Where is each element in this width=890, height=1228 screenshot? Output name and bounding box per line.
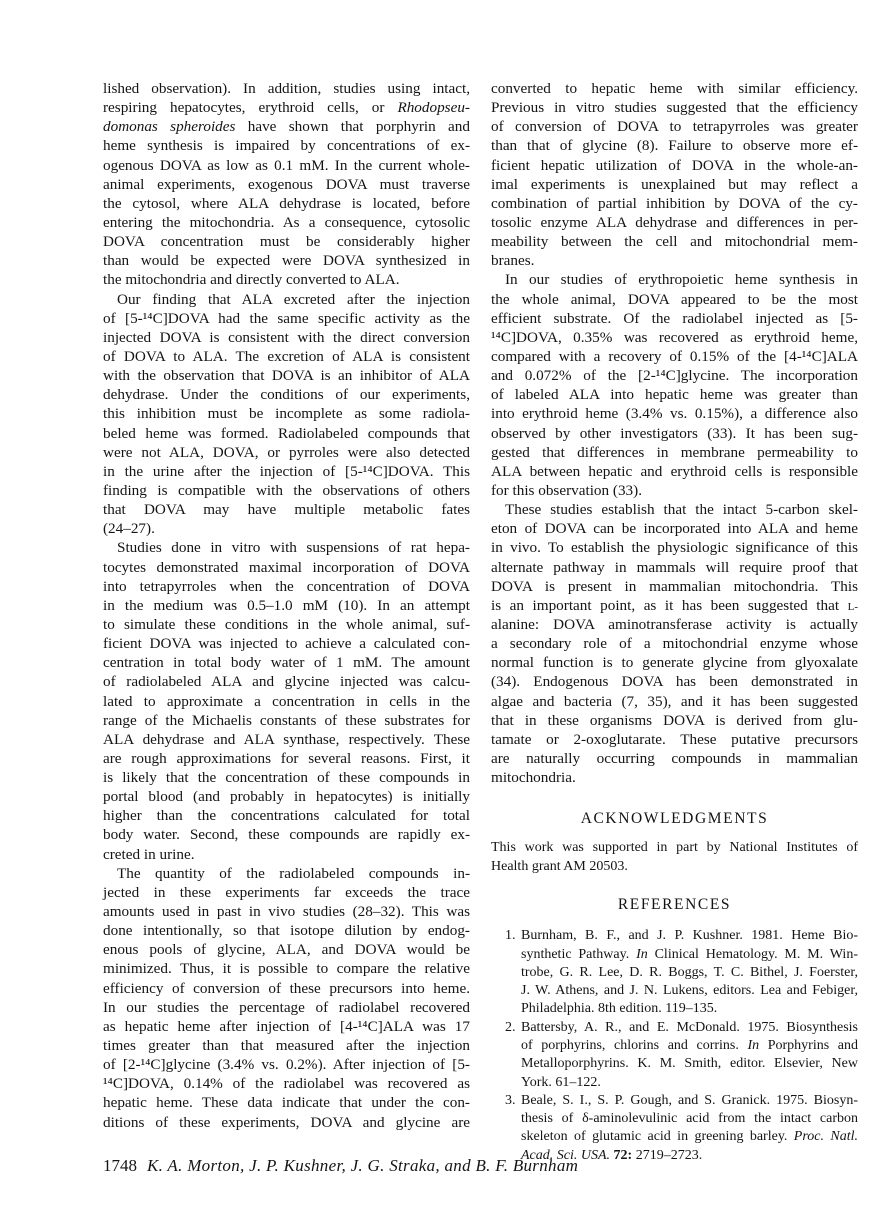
text-line: creted in urine. <box>103 845 195 863</box>
text-line: algae and bacteria (7, 35), and it has been suggested <box>491 692 858 710</box>
text-line: heme synthesis is impaired by concentrations of ex- <box>103 137 470 155</box>
right-body-text <box>491 79 858 787</box>
text-run: skeleton of glutamic acid in greening barley. <box>521 1129 794 1145</box>
paragraph <box>103 538 470 863</box>
text-line: ALA between hepatic and erythroid cells is responsible <box>491 462 858 480</box>
text-line: Studies done in vitro with suspensions of rat hepa- <box>117 539 470 557</box>
reference-list <box>491 927 858 1165</box>
text-line: York. 61–122. <box>521 1074 601 1090</box>
text-line: as hepatic heme after injection of [4-¹⁴C]ALA was 17 <box>103 1017 470 1035</box>
reference-number: 1. <box>505 928 516 944</box>
text-line: of [5-¹⁴C]DOVA had the same specific activity as the <box>103 309 470 327</box>
text-line: hepatic heme. These data indicate that under the con- <box>103 1094 470 1112</box>
text-line: and 0.072% of the [2-¹⁴C]glycine. The incorporation <box>491 367 858 385</box>
text-line: Philadelphia. 8th edition. 119–135. <box>521 1001 718 1017</box>
text-line: imal experiments is unexplained but may reflect a <box>491 175 858 193</box>
text-line: meability between the cell and mitochondrial mem- <box>491 233 858 251</box>
text-line: ficient hepatic utilization of DOVA in the whole-an- <box>491 156 858 174</box>
text-line: Burnham, B. F., and J. P. Kushner. 1981. Heme Bio- <box>521 928 858 944</box>
text-line: finding is compatible with the observations of others <box>103 481 470 499</box>
text-line: Metalloporphyrins. K. M. Smith, editor. Elsevier, New <box>521 1056 858 1072</box>
small-caps-text: L- <box>847 600 858 613</box>
italic-text: domonas spheroides <box>103 118 236 136</box>
text-line: normal function is to generate glycine from glyoxalate <box>491 654 858 672</box>
text-line: J. W. Athens, and J. N. Lukens, editors. Lea and Febiger, <box>521 983 858 999</box>
reference-item <box>491 927 858 1018</box>
text-line: Health grant AM 20503. <box>491 859 628 875</box>
reference-number: 3. <box>505 1092 516 1108</box>
text-line: is likely that the concentration of these compounds in <box>103 769 470 787</box>
text-line: the cytosol, where ALA dehydrase is located, before <box>103 194 470 212</box>
text-line: range of the Michaelis constants of these substrates for <box>103 711 470 729</box>
bold-text: 72: <box>613 1147 633 1163</box>
text-line: dehydrase. Under the conditions of our experiments, <box>103 386 470 404</box>
text-line: This work was supported in part by National Institutes of <box>491 840 858 856</box>
text-line: centration in total body water of 1 mM. The amount <box>103 654 470 672</box>
text-line: into erythroid heme (3.4% vs. 0.15%), a difference also <box>491 405 858 423</box>
text-line: ditions of these experiments, DOVA and glycine are <box>103 1113 470 1131</box>
text-line: trobe, G. R. Lee, D. R. Boggs, T. C. Bithel, J. Foerster, <box>521 964 858 980</box>
text-line: in the medium was 0.5–1.0 mM (10). In an attempt <box>103 596 470 614</box>
paragraph <box>103 79 470 290</box>
text-line: with the observation that DOVA is an inhibitor of ALA <box>103 367 470 385</box>
text-line: converted to hepatic heme with similar efficiency. <box>491 80 858 97</box>
text-line: portal blood (and probably in hepatocytes) is initially <box>103 788 470 806</box>
italic-text: Acad. Sci. USA. <box>521 1147 611 1163</box>
reference-number: 2. <box>505 1019 516 1035</box>
text-line: efficient substrate. Of the radiolabel injected as [5- <box>491 309 858 327</box>
paragraph <box>103 290 470 539</box>
text-line: beled heme was formed. Radiolabeled compounds that <box>103 424 470 442</box>
text-line: this inhibition must be incomplete as some radiola- <box>103 405 470 423</box>
text-line: done intentionally, so that isotope dilution by endog- <box>103 922 470 940</box>
text-line: The quantity of the radiolabeled compounds in- <box>117 864 470 882</box>
text-run: 2719–2723. <box>632 1147 703 1163</box>
text-line <box>103 98 470 117</box>
text-line: in the urine after the injection of [5-¹⁴C]DOVA. This <box>103 462 470 480</box>
text-line: higher than the concentrations calculated for total <box>103 807 470 825</box>
acknowledgments-heading: ACKNOWLEDGMENTS <box>580 810 769 828</box>
text-line: ¹⁴C]DOVA, 0.14% of the radiolabel was recovered as <box>103 1075 470 1093</box>
text-line: These studies establish that the intact 5-carbon skel- <box>505 501 858 519</box>
text-line: are rough approximations for several reasons. First, it <box>103 749 470 767</box>
text-run: of porphyrins, chlorins and corrins. <box>521 1037 748 1053</box>
text-line: the whole animal, DOVA appeared to be the most <box>491 290 858 308</box>
text-run: synthetic Pathway. <box>521 946 637 962</box>
text-line: of conversion of DOVA to tetrapyrroles was greater <box>491 118 858 136</box>
text-line: ALA dehydrase and ALA synthase, respectively. These <box>103 730 470 748</box>
text-line: minimized. Thus, it is possible to compare the relative <box>103 960 470 978</box>
text-line: mitochondria. <box>491 769 576 787</box>
text-line: than would be expected were DOVA synthesized in <box>103 252 470 270</box>
text-line: that DOVA may have multiple metabolic fates <box>103 501 470 519</box>
text-line: thesis of δ-aminolevulinic acid from the intact carbon <box>521 1111 858 1127</box>
acknowledgments-text <box>491 838 858 876</box>
text-line: lated to approximate a concentration in cells in the <box>103 692 470 710</box>
text-line: In our studies of erythropoietic heme synthesis in <box>505 271 858 289</box>
text-line: tosolic enzyme ALA dehydrase and differences in per- <box>491 213 858 231</box>
paragraph <box>491 79 858 270</box>
text-line <box>491 596 858 615</box>
text-line: lished observation). In addition, studies using intact, <box>103 80 470 97</box>
paragraph <box>491 500 858 787</box>
page-footer <box>103 1155 578 1177</box>
paragraph <box>491 270 858 500</box>
text-line <box>521 1037 858 1055</box>
text-line: In our studies the percentage of radiolabel recovered <box>103 998 470 1016</box>
text-line: enous pools of glycine, ALA, and DOVA would be <box>103 941 470 959</box>
italic-text: Rhodopseu- <box>397 99 470 117</box>
text-line: eton of DOVA can be incorporated into ALA and heme <box>491 520 858 538</box>
text-line: are naturally occurring compounds in mammalian <box>491 749 858 767</box>
text-line: ¹⁴C]DOVA, 0.35% was recovered as erythroid heme, <box>491 328 858 346</box>
text-line: tamate or 2-oxoglutarate. These putative precursors <box>491 730 858 748</box>
italic-text: Proc. Natl. <box>793 1129 858 1145</box>
text-line <box>521 946 858 964</box>
text-run: Clinical Hematology. M. M. Win- <box>647 946 858 962</box>
text-line <box>103 117 470 136</box>
text-line: entering the mitochondria. As a consequence, cytosolic <box>103 213 470 231</box>
text-line: jected in these experiments far exceeds the trace <box>103 883 470 901</box>
text-line: tocytes demonstrated maximal incorporation of DOVA <box>103 558 470 576</box>
text-line: were not ALA, DOVA, or pyrroles were also detected <box>103 443 470 461</box>
paragraph <box>103 864 470 1132</box>
text-line: a secondary role of a mitochondrial enzyme whose <box>491 635 858 653</box>
text-line: Battersby, A. R., and E. McDonald. 1975. Biosynthesis <box>521 1019 858 1035</box>
italic-text: In <box>747 1037 760 1053</box>
text-line: (34). Endogenous DOVA has been demonstrated in <box>491 673 858 691</box>
text-line: compared with a recovery of 0.15% of the [4-¹⁴C]ALA <box>491 347 858 365</box>
text-line: efficiency of conversion of these precursors into heme. <box>103 979 470 997</box>
text-line: of radiolabeled ALA and glycine injected was calcu- <box>103 673 470 691</box>
text-line: Beale, S. I., S. P. Gough, and S. Granick. 1975. Biosyn- <box>521 1092 858 1108</box>
text-line <box>521 1128 858 1146</box>
text-run: is an important point, as it has been suggested that <box>491 596 848 614</box>
text-line: injected DOVA is consistent with the direct conversion <box>103 328 470 346</box>
text-line: branes. <box>491 252 535 270</box>
text-line: alternate pathway in mammals will require proof that <box>491 558 858 576</box>
left-column <box>103 79 470 1132</box>
text-line: times greater than that measured after the injection <box>103 1037 470 1055</box>
text-line: to simulate these conditions in the whole animal, suf- <box>103 615 470 633</box>
text-run: respiring hepatocytes, erythroid cells, or <box>103 99 398 117</box>
reference-item <box>491 1019 858 1092</box>
text-line: in vivo. To establish the physiologic significance of this <box>491 539 858 557</box>
text-line: than that of glycine (8). Failure to observe more ef- <box>491 137 858 155</box>
text-line: Previous in vitro studies suggested that the efficiency <box>491 99 858 117</box>
text-line: combination of partial inhibition by DOVA of the cy- <box>491 194 858 212</box>
text-line: DOVA concentration must be considerably higher <box>103 233 470 251</box>
running-footer-authors: K. A. Morton, J. P. Kushner, J. G. Straka, and B. F. Burnham <box>147 1156 579 1175</box>
page-number: 1748 <box>103 1156 137 1175</box>
references-heading: REFERENCES <box>617 896 732 914</box>
right-column <box>491 79 858 1165</box>
text-line: (24–27). <box>103 520 155 538</box>
text-line: body water. Second, these compounds are rapidly ex- <box>103 826 470 844</box>
text-line: observed by other investigators (33). It has been sug- <box>491 424 858 442</box>
text-line: animal experiments, exogenous DOVA must traverse <box>103 175 470 193</box>
text-line: alanine: DOVA aminotransferase activity is actually <box>491 615 858 633</box>
text-run: have shown that porphyrin and <box>235 118 470 136</box>
text-line: gested that differences in membrane permeability to <box>491 443 858 461</box>
text-line: that in these organisms DOVA is derived from glu- <box>491 711 858 729</box>
text-line: ficient DOVA was injected to achieve a calculated con- <box>103 635 470 653</box>
text-run: Porphyrins and <box>759 1037 858 1053</box>
text-line: the mitochondria and directly converted to ALA. <box>103 271 400 289</box>
text-line: DOVA is present in mammalian mitochondria. This <box>491 577 858 595</box>
text-line: of DOVA to ALA. The excretion of ALA is consistent <box>103 347 470 365</box>
italic-text: In <box>636 946 648 962</box>
text-line: of [2-¹⁴C]glycine (3.4% vs. 0.2%). After injection of [5- <box>103 1056 470 1074</box>
text-line: of labeled ALA into hepatic heme was greater than <box>491 386 858 404</box>
text-line: for this observation (33). <box>491 481 642 499</box>
text-line: amounts used in past in vivo studies (28–32). This was <box>103 903 470 921</box>
text-line: into tetrapyrroles when the concentration of DOVA <box>103 577 470 595</box>
text-line: Our finding that ALA excreted after the injection <box>117 290 470 308</box>
text-line: ogenous DOVA as low as 0.1 mM. In the current whole- <box>103 156 470 174</box>
